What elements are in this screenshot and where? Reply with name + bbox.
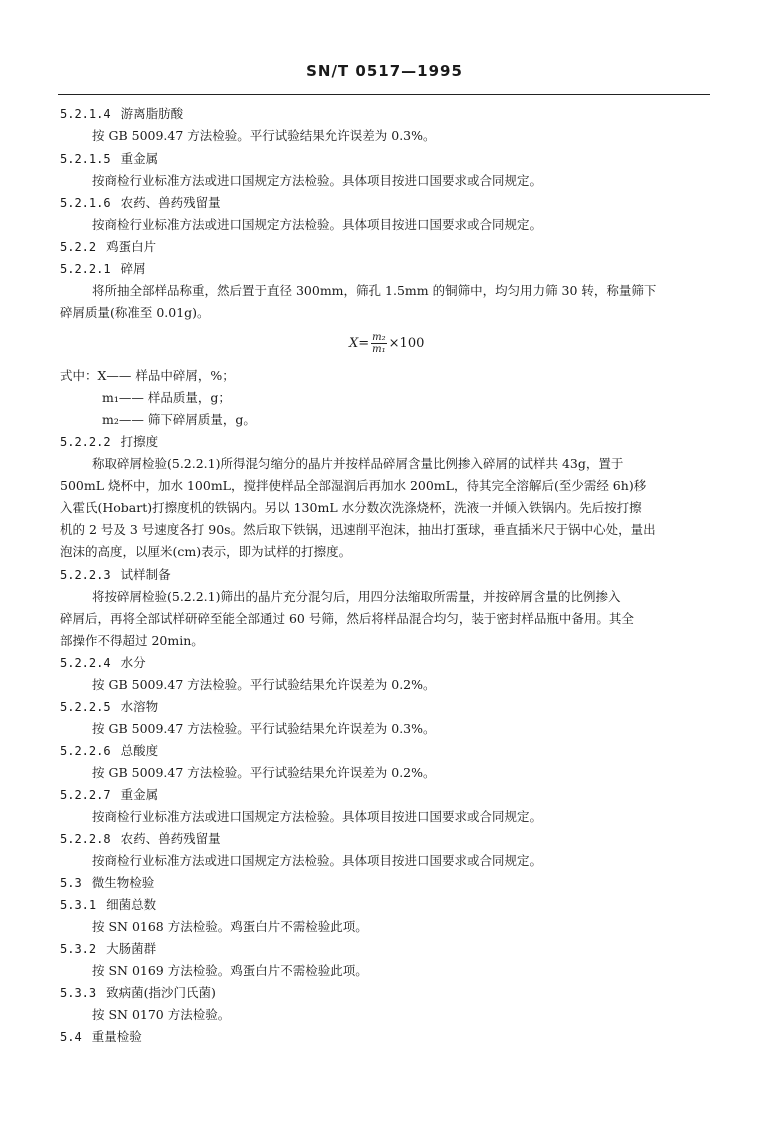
paragraph-line: 碎屑质量(称准至 0.01g)。 xyxy=(60,305,210,320)
formula-denominator: m₁ xyxy=(372,344,386,355)
section-number: 5.2.2.7 xyxy=(60,788,111,802)
section-number: 5.2.2.8 xyxy=(60,832,111,846)
section-heading xyxy=(60,261,146,277)
section-text: 按 SN 0170 方法检验。 xyxy=(92,1007,231,1022)
section-title: 鸡蛋白片 xyxy=(106,239,157,254)
section-number: 5.2.1.6 xyxy=(60,196,111,210)
section-title: 致病菌(指沙门氏菌) xyxy=(106,985,216,1000)
section-heading xyxy=(60,195,221,211)
section-text: 按商检行业标准方法或进口国规定方法检验。具体项目按进口国要求或合同规定。 xyxy=(92,809,543,824)
section-title: 碎屑 xyxy=(120,261,146,276)
section-title: 试样制备 xyxy=(120,567,171,582)
section-heading xyxy=(60,787,158,803)
formula-lhs: X= xyxy=(349,336,370,351)
section-number: 5.2.1.5 xyxy=(60,152,111,166)
section-number: 5.2.2.5 xyxy=(60,700,111,714)
section-heading xyxy=(60,106,183,122)
definition-line: m₂—— 筛下碎屑质量，g。 xyxy=(102,412,256,427)
section-number: 5.2.2.2 xyxy=(60,435,111,449)
section-text: 按 GB 5009.47 方法检验。平行试验结果允许误差为 0.2%。 xyxy=(92,677,436,692)
paragraph-line: 将所抽全部样品称重，然后置于直径 300mm，筛孔 1.5mm 的铜筛中，均匀用力筛 30 转，称量筛下 xyxy=(92,283,657,298)
paragraph-line: 部操作不得超过 20min。 xyxy=(60,633,204,648)
paragraph-line: 入霍氏(Hobart)打擦度机的铁锅内。另以 130mL 水分数次洗涤烧杯，洗液一并倾入铁锅内。先后按打擦 xyxy=(60,500,642,515)
section-number: 5.2.2.1 xyxy=(60,262,111,276)
paragraph-line: 500mL 烧杯中，加水 100mL，搅拌使样品全部湿润后再加水 200mL，待其完全溶解后(至少需经 6h)移 xyxy=(60,478,647,493)
section-number: 5.2.2 xyxy=(60,240,97,254)
section-heading xyxy=(60,831,221,847)
section-heading xyxy=(60,941,156,957)
section-title: 重量检验 xyxy=(91,1029,142,1044)
section-text: 按商检行业标准方法或进口国规定方法检验。具体项目按进口国要求或合同规定。 xyxy=(92,173,543,188)
section-number: 5.4 xyxy=(60,1030,82,1044)
section-title: 游离脂肪酸 xyxy=(120,106,184,121)
document-header: SN/T 0517—1995 xyxy=(306,62,463,80)
section-number: 5.3.2 xyxy=(60,942,97,956)
section-number: 5.3 xyxy=(60,876,82,890)
header-rule xyxy=(58,94,710,95)
section-heading xyxy=(60,239,156,255)
section-title: 细菌总数 xyxy=(106,897,157,912)
section-title: 打擦度 xyxy=(120,434,159,449)
formula-fraction xyxy=(371,332,387,355)
section-heading xyxy=(60,434,158,450)
section-heading xyxy=(60,655,146,671)
section-heading xyxy=(60,151,158,167)
definition-line: m₁—— 样品质量，g； xyxy=(102,390,231,405)
section-heading xyxy=(60,985,216,1001)
section-title: 水分 xyxy=(120,655,146,670)
section-text: 按 GB 5009.47 方法检验。平行试验结果允许误差为 0.3%。 xyxy=(92,128,436,143)
section-number: 5.2.2.3 xyxy=(60,568,111,582)
section-title: 微生物检验 xyxy=(91,875,155,890)
formula-numerator: m₂ xyxy=(372,332,386,343)
paragraph-line: 碎屑后，再将全部试样研碎至能全部通过 60 号筛，然后将样品混合均匀，装于密封样品瓶中备用。其全 xyxy=(60,611,634,626)
section-title: 重金属 xyxy=(120,787,159,802)
section-text: 按 SN 0169 方法检验。鸡蛋白片不需检验此项。 xyxy=(92,963,368,978)
section-heading xyxy=(60,875,154,891)
section-heading xyxy=(60,897,156,913)
paragraph-line: 机的 2 号及 3 号速度各打 90s。然后取下铁锅，迅速削平泡沫，抽出打蛋球，垂直插米尺于锅中心处，量出 xyxy=(60,522,656,537)
section-title: 农药、兽药残留量 xyxy=(120,195,221,210)
section-number: 5.3.1 xyxy=(60,898,97,912)
paragraph-line: 称取碎屑检验(5.2.2.1)所得混匀缩分的晶片并按样品碎屑含量比例掺入碎屑的试样共 43g，置于 xyxy=(92,456,624,471)
formula xyxy=(349,332,424,355)
section-heading xyxy=(60,743,158,759)
section-heading xyxy=(60,699,158,715)
section-title: 农药、兽药残留量 xyxy=(120,831,221,846)
section-title: 总酸度 xyxy=(120,743,159,758)
section-text: 按商检行业标准方法或进口国规定方法检验。具体项目按进口国要求或合同规定。 xyxy=(92,217,543,232)
section-number: 5.2.2.4 xyxy=(60,656,111,670)
section-text: 按商检行业标准方法或进口国规定方法检验。具体项目按进口国要求或合同规定。 xyxy=(92,853,543,868)
paragraph-line: 将按碎屑检验(5.2.2.1)筛出的晶片充分混匀后，用四分法缩取所需量，并按碎屑含量的比例掺入 xyxy=(92,589,621,604)
definition-line: 式中：X—— 样品中碎屑，%； xyxy=(60,368,235,383)
section-title: 水溶物 xyxy=(120,699,159,714)
section-number: 5.3.3 xyxy=(60,986,97,1000)
section-text: 按 SN 0168 方法检验。鸡蛋白片不需检验此项。 xyxy=(92,919,368,934)
section-title: 大肠菌群 xyxy=(106,941,157,956)
section-heading xyxy=(60,1029,142,1045)
section-title: 重金属 xyxy=(120,151,159,166)
section-text: 按 GB 5009.47 方法检验。平行试验结果允许误差为 0.3%。 xyxy=(92,721,436,736)
section-text: 按 GB 5009.47 方法检验。平行试验结果允许误差为 0.2%。 xyxy=(92,765,436,780)
section-heading xyxy=(60,567,171,583)
formula-rhs: ×100 xyxy=(388,336,425,351)
section-number: 5.2.2.6 xyxy=(60,744,111,758)
section-number: 5.2.1.4 xyxy=(60,107,111,121)
paragraph-line: 泡沫的高度，以厘米(cm)表示，即为试样的打擦度。 xyxy=(60,544,352,559)
